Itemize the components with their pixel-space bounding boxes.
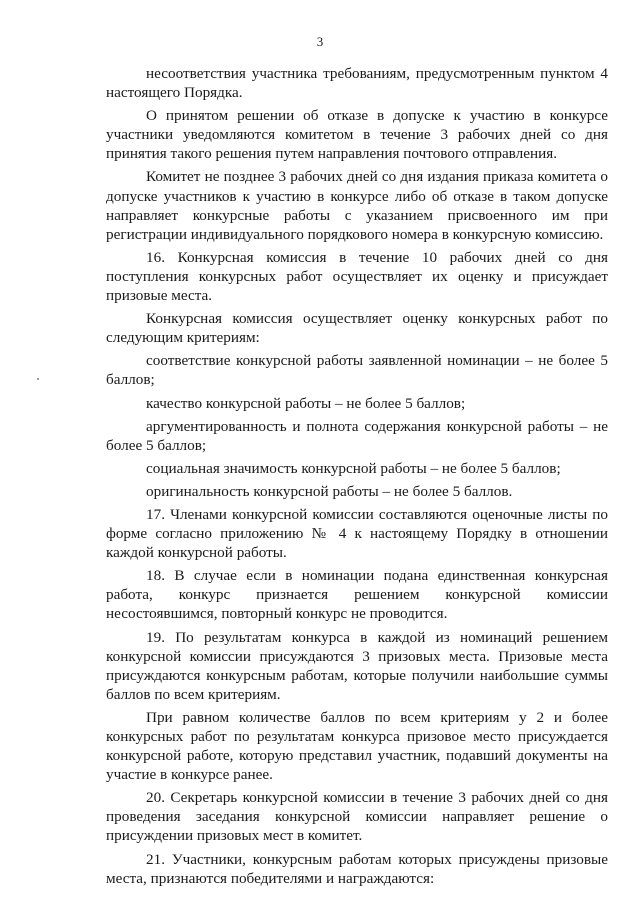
- paragraph-12: 18. В случае если в номинации подана единственная конкурсная работа, конкурс признается решением конкурсной комиссии несостоявшимся, повторный конкурс не проводится.: [106, 567, 608, 623]
- paragraph-1: несоответствия участника требованиям, предусмотренным пунктом 4 настоящего Порядка.: [106, 65, 608, 102]
- paragraph-5: Конкурсная комиссия осуществляет оценку конкурсных работ по следующим критериям:: [106, 310, 608, 347]
- paragraph-4: 16. Конкурсная комиссия в течение 10 рабочих дней со дня поступления конкурсных работ осуществляет их оценку и присуждает призовые места.: [106, 248, 608, 305]
- criterion-item-3: аргументированность и полнота содержания конкурсной работы – не более 5 баллов;: [106, 417, 608, 454]
- document-body: [106, 64, 608, 888]
- scan-speck: [37, 378, 39, 380]
- criterion-item-5: оригинальность конкурсной работы – не более 5 баллов.: [146, 482, 513, 500]
- paragraph-11: 17. Членами конкурсной комиссии составляются оценочные листы по форме согласно приложению № 4 к настоящему Порядку в отношении каждой конкурсной работы.: [106, 505, 608, 562]
- paragraph-13: 19. По результатам конкурса в каждой из номинаций решением конкурсной комиссии присуждаются 3 призовых места. Призовые места присуждаются конкурсным работам, которые получили наибольшие суммы баллов по всем критериям.: [106, 628, 608, 703]
- paragraph-15: 20. Секретарь конкурсной комиссии в течение 3 рабочих дней со дня проведения заседания конкурсной комиссии направляет решение о присуждении призовых мест в комитет.: [106, 789, 608, 845]
- paragraph-16: 21. Участники, конкурсным работам которых присуждены призовые места, признаются победителями и награждаются:: [106, 850, 608, 887]
- criterion-item-2: качество конкурсной работы – не более 5 баллов;: [146, 394, 466, 412]
- criterion-item-4: социальная значимость конкурсной работы – не более 5 баллов;: [146, 459, 561, 477]
- paragraph-14: При равном количестве баллов по всем критериям у 2 и более конкурсных работ по результатам конкурса призовое место присуждается конкурсной работе, которую представил участник, подавший документы на участие в конкурсе ранее.: [106, 708, 608, 784]
- paragraph-2: О принятом решении об отказе в допуске к участию в конкурсе участники уведомляются комитетом в течение 3 рабочих дней со дня принятия такого решения путем направления почтового отправления.: [106, 107, 608, 163]
- paragraph-3: Комитет не позднее 3 рабочих дней со дня издания приказа комитета о допуске участников к участию в конкурсе либо об отказе в таком допуске направляет конкурсные работы с указанием присвоенного им при регистрации индивидуального порядкового номера в конкурсную комиссию.: [106, 168, 608, 243]
- page-number: 3: [316, 34, 324, 49]
- criterion-item-1: соответствие конкурсной работы заявленной номинации – не более 5 баллов;: [106, 352, 608, 389]
